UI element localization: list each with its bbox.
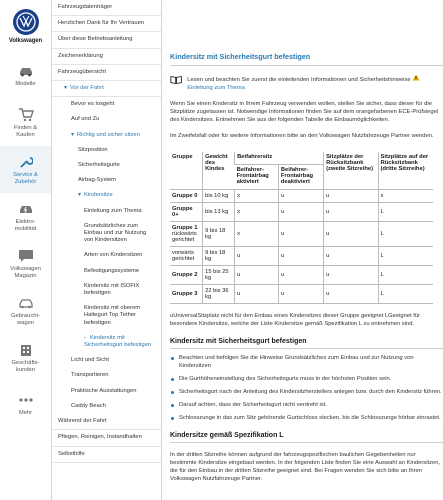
main-content xyxy=(170,0,443,500)
rail-label: Finden & Kaufen xyxy=(13,124,38,138)
nav-item[interactable] xyxy=(52,248,161,263)
nav-item-label: Licht und Sicht xyxy=(71,357,110,364)
table-cell: bis 13 kg xyxy=(203,203,235,222)
table-cell xyxy=(170,222,203,247)
table-cell: u xyxy=(278,190,323,203)
section-title-spec-l: Kindersitze gemäß Spezifikation L xyxy=(170,432,443,443)
table-cell: u xyxy=(278,266,323,285)
rail-item-6[interactable] xyxy=(0,334,51,381)
nav-item[interactable] xyxy=(52,32,161,48)
rail-label: Elektro- mobilität xyxy=(14,218,37,232)
nav-item-label: Selbsthilfe xyxy=(58,450,85,457)
nav-item[interactable] xyxy=(52,368,161,383)
child-seat-table xyxy=(170,152,433,304)
table-cell: u xyxy=(278,222,323,247)
brand-name: Volkswagen xyxy=(8,37,43,44)
rail-label: Mehr xyxy=(18,410,33,416)
nav-item-label: Zeichenerklärung xyxy=(58,52,103,59)
nav-item[interactable] xyxy=(52,158,161,173)
nav-item[interactable] xyxy=(52,219,161,249)
nav-item-label: Richtig und sicher sitzen xyxy=(77,131,140,138)
list-item: Beachten und befolgen Sie die Hinweise Grundsätzliches zum Einbau und zur Nutzung von Kindersitzen xyxy=(170,354,443,370)
table-cell: L xyxy=(378,266,433,285)
nav-item-label: Fahrzeugübersicht xyxy=(58,68,107,75)
notice-text: Lesen und beachten Sie zuerst die einleitenden Informationen und Sicherheitshinweise xyxy=(187,77,411,83)
table-cell-direction: vorwärts gerichtet xyxy=(172,250,195,262)
partner-paragraph: Im Zweifelsfall oder für weitere Informationen bitte an den Volkswagen Nutzfahrzeuge Partner wenden. xyxy=(170,133,434,139)
nav-item[interactable] xyxy=(52,16,161,32)
brand-logo[interactable] xyxy=(0,0,51,52)
intro-paragraph: Wenn Sie einen Kindersitz in Ihrem Fahrzeug verwenden wollen, stellen Sie sicher, dass dieser für die Sitzplätze zugelassen ist. Notwendige Informationen finden Sie auf dem orangefarbenen ECE-Prüfsiegel des Kindersitzes. Entnehmen Sie aus der folgenden Tabelle die Einbaumöglichkeiten. xyxy=(170,101,439,123)
nav-item[interactable] xyxy=(52,81,161,97)
table-cell: Gruppe 3 xyxy=(170,285,203,304)
table-cell: x xyxy=(378,190,433,203)
nav-item[interactable] xyxy=(52,204,161,219)
table-cell: x xyxy=(235,222,279,247)
nav-item-label: Herzlichen Dank für Ihr Vertrauen xyxy=(58,20,145,27)
rail-item-0[interactable] xyxy=(0,52,51,99)
nav-item[interactable] xyxy=(52,384,161,399)
table-row xyxy=(170,266,433,285)
nav-item[interactable] xyxy=(52,49,161,65)
intro-link[interactable]: Einleitung zum Thema xyxy=(187,85,245,91)
caret-icon: ▾ xyxy=(78,192,81,199)
nav-item[interactable] xyxy=(52,301,161,331)
table-legend: uUniversalSitzplatz nicht für den Einbau eines Kindersitzes dieser Gruppe geeignet LGeeignet für besondere Kindersitze, welche der Liste Kindersitze gemäß Spezifikation L zu entnehmen sind. xyxy=(170,313,421,327)
nav-item[interactable] xyxy=(52,97,161,112)
table-cell: Gruppe 0 xyxy=(170,190,203,203)
col-third-row: Sitzplätze auf der Rücksitzbank (dritte Sitzreihe) xyxy=(378,152,433,190)
table-cell: bis 10 kg xyxy=(203,190,235,203)
nav-item[interactable] xyxy=(52,188,161,203)
rail-item-5[interactable] xyxy=(0,287,51,334)
nav-item-label: Arten von Kindersitzen xyxy=(84,252,143,259)
nav-item-label: Bevor es losgeht xyxy=(71,101,115,108)
nav-item-label: Caddy Beach xyxy=(71,402,106,409)
nav-item[interactable] xyxy=(52,65,161,81)
nav-item-label: Sitzposition xyxy=(78,146,108,153)
table-cell: 9 bis 18 kg xyxy=(203,247,235,266)
nav-item-label: Fahrzeugdatenträger xyxy=(58,4,113,10)
list-item: Schlosszunge in das zum Sitz gehörende Gurtschloss stecken, bis die Schlosszunge hörbar einrastet. xyxy=(170,414,443,422)
wrench-icon xyxy=(18,154,34,170)
nav-item[interactable] xyxy=(52,353,161,368)
table-cell: u xyxy=(324,222,378,247)
table-cell: u xyxy=(324,285,378,304)
table-cell: u xyxy=(324,190,378,203)
col-group: Gruppe xyxy=(170,152,203,190)
nav-item[interactable] xyxy=(52,414,161,430)
table-cell: u xyxy=(324,203,378,222)
rail-item-4[interactable] xyxy=(0,240,51,287)
table-cell: u xyxy=(278,247,323,266)
rail-label: Geschäfts- kunden xyxy=(11,359,40,373)
table-cell xyxy=(170,247,203,266)
table-cell: Gruppe 0+ xyxy=(170,203,203,222)
table-cell: u xyxy=(324,247,378,266)
nav-item-label: Kindersitz mit oberem Haltegurt Top Tether befestigen xyxy=(84,305,141,326)
rail-menu xyxy=(0,52,51,428)
nav-item[interactable] xyxy=(52,264,161,279)
nav-item-label: Grundsätzliches zum Einbau und zur Nutzung von Kindersitzen xyxy=(84,222,147,244)
caret-icon: ▾ xyxy=(64,85,67,92)
table-cell: L xyxy=(378,285,433,304)
nav-item[interactable] xyxy=(52,279,161,301)
rail-item-7[interactable] xyxy=(0,381,51,428)
rail-label: Gebraucht- wagen xyxy=(11,312,40,326)
shopping-cart-icon xyxy=(18,107,34,123)
nav-item-label: Kindersitze xyxy=(84,192,113,199)
caret-icon: ▾ xyxy=(71,131,74,138)
nav-item-label: Transportieren xyxy=(71,372,109,379)
nav-item-label: Praktische Ausstattungen xyxy=(71,387,137,394)
rail-label: Volkswagen Magazin xyxy=(10,265,41,279)
nav-item-label: Sicherheitsgurte xyxy=(78,162,120,169)
col-second-row: Sitzplätze der Rücksitzbank (zweite Sitzreihe) xyxy=(324,152,378,190)
nav-item[interactable] xyxy=(52,331,161,353)
table-row xyxy=(170,285,433,304)
rail-item-3[interactable] xyxy=(0,193,51,240)
rail-item-1[interactable] xyxy=(0,99,51,146)
table-cell: u xyxy=(235,266,279,285)
list-item: Die Gurthöheneinstellung des Sicherheitsgurts muss in der höchsten Position sein. xyxy=(170,375,443,383)
table-cell-direction: rückwärts gerichtet xyxy=(172,231,197,243)
warning-icon xyxy=(412,74,420,81)
nav-item-label: Kindersitz mit Sicherheitsgurt befestigen xyxy=(84,334,152,349)
manual-navigation xyxy=(52,0,162,500)
page-title: Kindersitz mit Sicherheitsgurt befestigen xyxy=(170,52,443,66)
nav-item-label: Einleitung zum Thema xyxy=(84,207,142,214)
nav-item[interactable] xyxy=(52,173,161,188)
table-cell: L xyxy=(378,203,433,222)
rail-label: Modelle xyxy=(15,81,36,87)
nav-item-label: Auf und Zu xyxy=(71,116,100,123)
nav-item-label: Vor der Fahrt xyxy=(70,85,104,92)
ev-charging-icon xyxy=(18,201,34,217)
rail-label: Service & Zubehör xyxy=(13,171,38,185)
table-row xyxy=(170,247,433,266)
table-cell: Gruppe 2 xyxy=(170,266,203,285)
nav-item-label: Während der Fahrt xyxy=(58,418,107,425)
list-item: Darauf achten, dass der Sicherheitsgurt nicht verdreht ist. xyxy=(170,401,443,409)
nav-item[interactable] xyxy=(52,430,161,446)
table-cell: L xyxy=(378,247,433,266)
nav-item[interactable] xyxy=(52,447,161,463)
col-weight: Gewicht des Kindes xyxy=(203,152,235,190)
nav-item-label: Pflegen, Reinigen, Instandhalten xyxy=(58,434,142,441)
table-cell-group: Gruppe 1 xyxy=(172,225,198,231)
notice xyxy=(170,74,443,92)
nav-item[interactable] xyxy=(52,128,161,143)
table-cell: u xyxy=(235,247,279,266)
table-row xyxy=(170,203,433,222)
more-dots-icon xyxy=(18,392,34,408)
table-cell: 9 bis 18 kg xyxy=(203,222,235,247)
nav-item[interactable] xyxy=(52,0,161,16)
nav-item[interactable] xyxy=(52,143,161,158)
table-cell: L xyxy=(378,222,433,247)
col-airbag-active: Beifahrer-Frontairbag aktiviert xyxy=(235,165,279,190)
col-front-seat: Beifahrersitz xyxy=(235,152,324,165)
table-row xyxy=(170,222,433,247)
nav-item[interactable] xyxy=(52,112,161,127)
spec-l-paragraph: In der dritten Sitzreihe können aufgrund der fahrzeugspezifischen baulichen Gegebenheiten nur bestimmte Kindersitze eingebaut werden. In der folgenden Liste finden Sie eine Auswahl an Kindersitzen, die für den Einbau in der dritten Sitzreihe geeignet sind. Bei Fragen wenden Sie sich bitte an Ihren Volkswagen Nutzfahrzeuge Partner. xyxy=(170,452,441,482)
table-cell: x xyxy=(235,203,279,222)
table-cell: 15 bis 25 kg xyxy=(203,266,235,285)
caret-icon: › xyxy=(84,334,86,341)
table-cell: u xyxy=(324,266,378,285)
business-icon xyxy=(18,342,34,358)
used-car-icon xyxy=(18,295,34,311)
car-icon xyxy=(18,63,34,79)
nav-item-label: Befestigungssysteme xyxy=(84,267,140,274)
table-row xyxy=(170,190,433,203)
book-icon xyxy=(170,75,182,85)
mount-steps xyxy=(170,354,443,422)
rail-item-2[interactable] xyxy=(0,146,51,193)
table-cell: u xyxy=(278,285,323,304)
vw-logo-icon xyxy=(13,9,39,35)
nav-item-label: Über diese Betriebsanleitung xyxy=(58,36,133,43)
col-airbag-inactive: Beifahrer-Frontairbag deaktiviert xyxy=(278,165,323,190)
table-cell: u xyxy=(235,285,279,304)
nav-item-label: Kindersitz mit ISOFIX befestigen xyxy=(84,282,140,297)
list-item: Sicherheitsgurt nach der Anleitung des Kindersitzherstellers anlegen bzw. durch den Kindersitz führen. xyxy=(170,388,443,396)
table-cell: u xyxy=(278,203,323,222)
brand-rail xyxy=(0,0,52,500)
table-cell: x xyxy=(235,190,279,203)
table-cell: 22 bis 36 kg xyxy=(203,285,235,304)
nav-item-label: Airbag-System xyxy=(78,177,117,184)
nav-item[interactable] xyxy=(52,399,161,414)
section-title-mount: Kindersitz mit Sicherheitsgurt befestigen xyxy=(170,338,443,349)
chat-bubble-icon xyxy=(18,248,34,264)
